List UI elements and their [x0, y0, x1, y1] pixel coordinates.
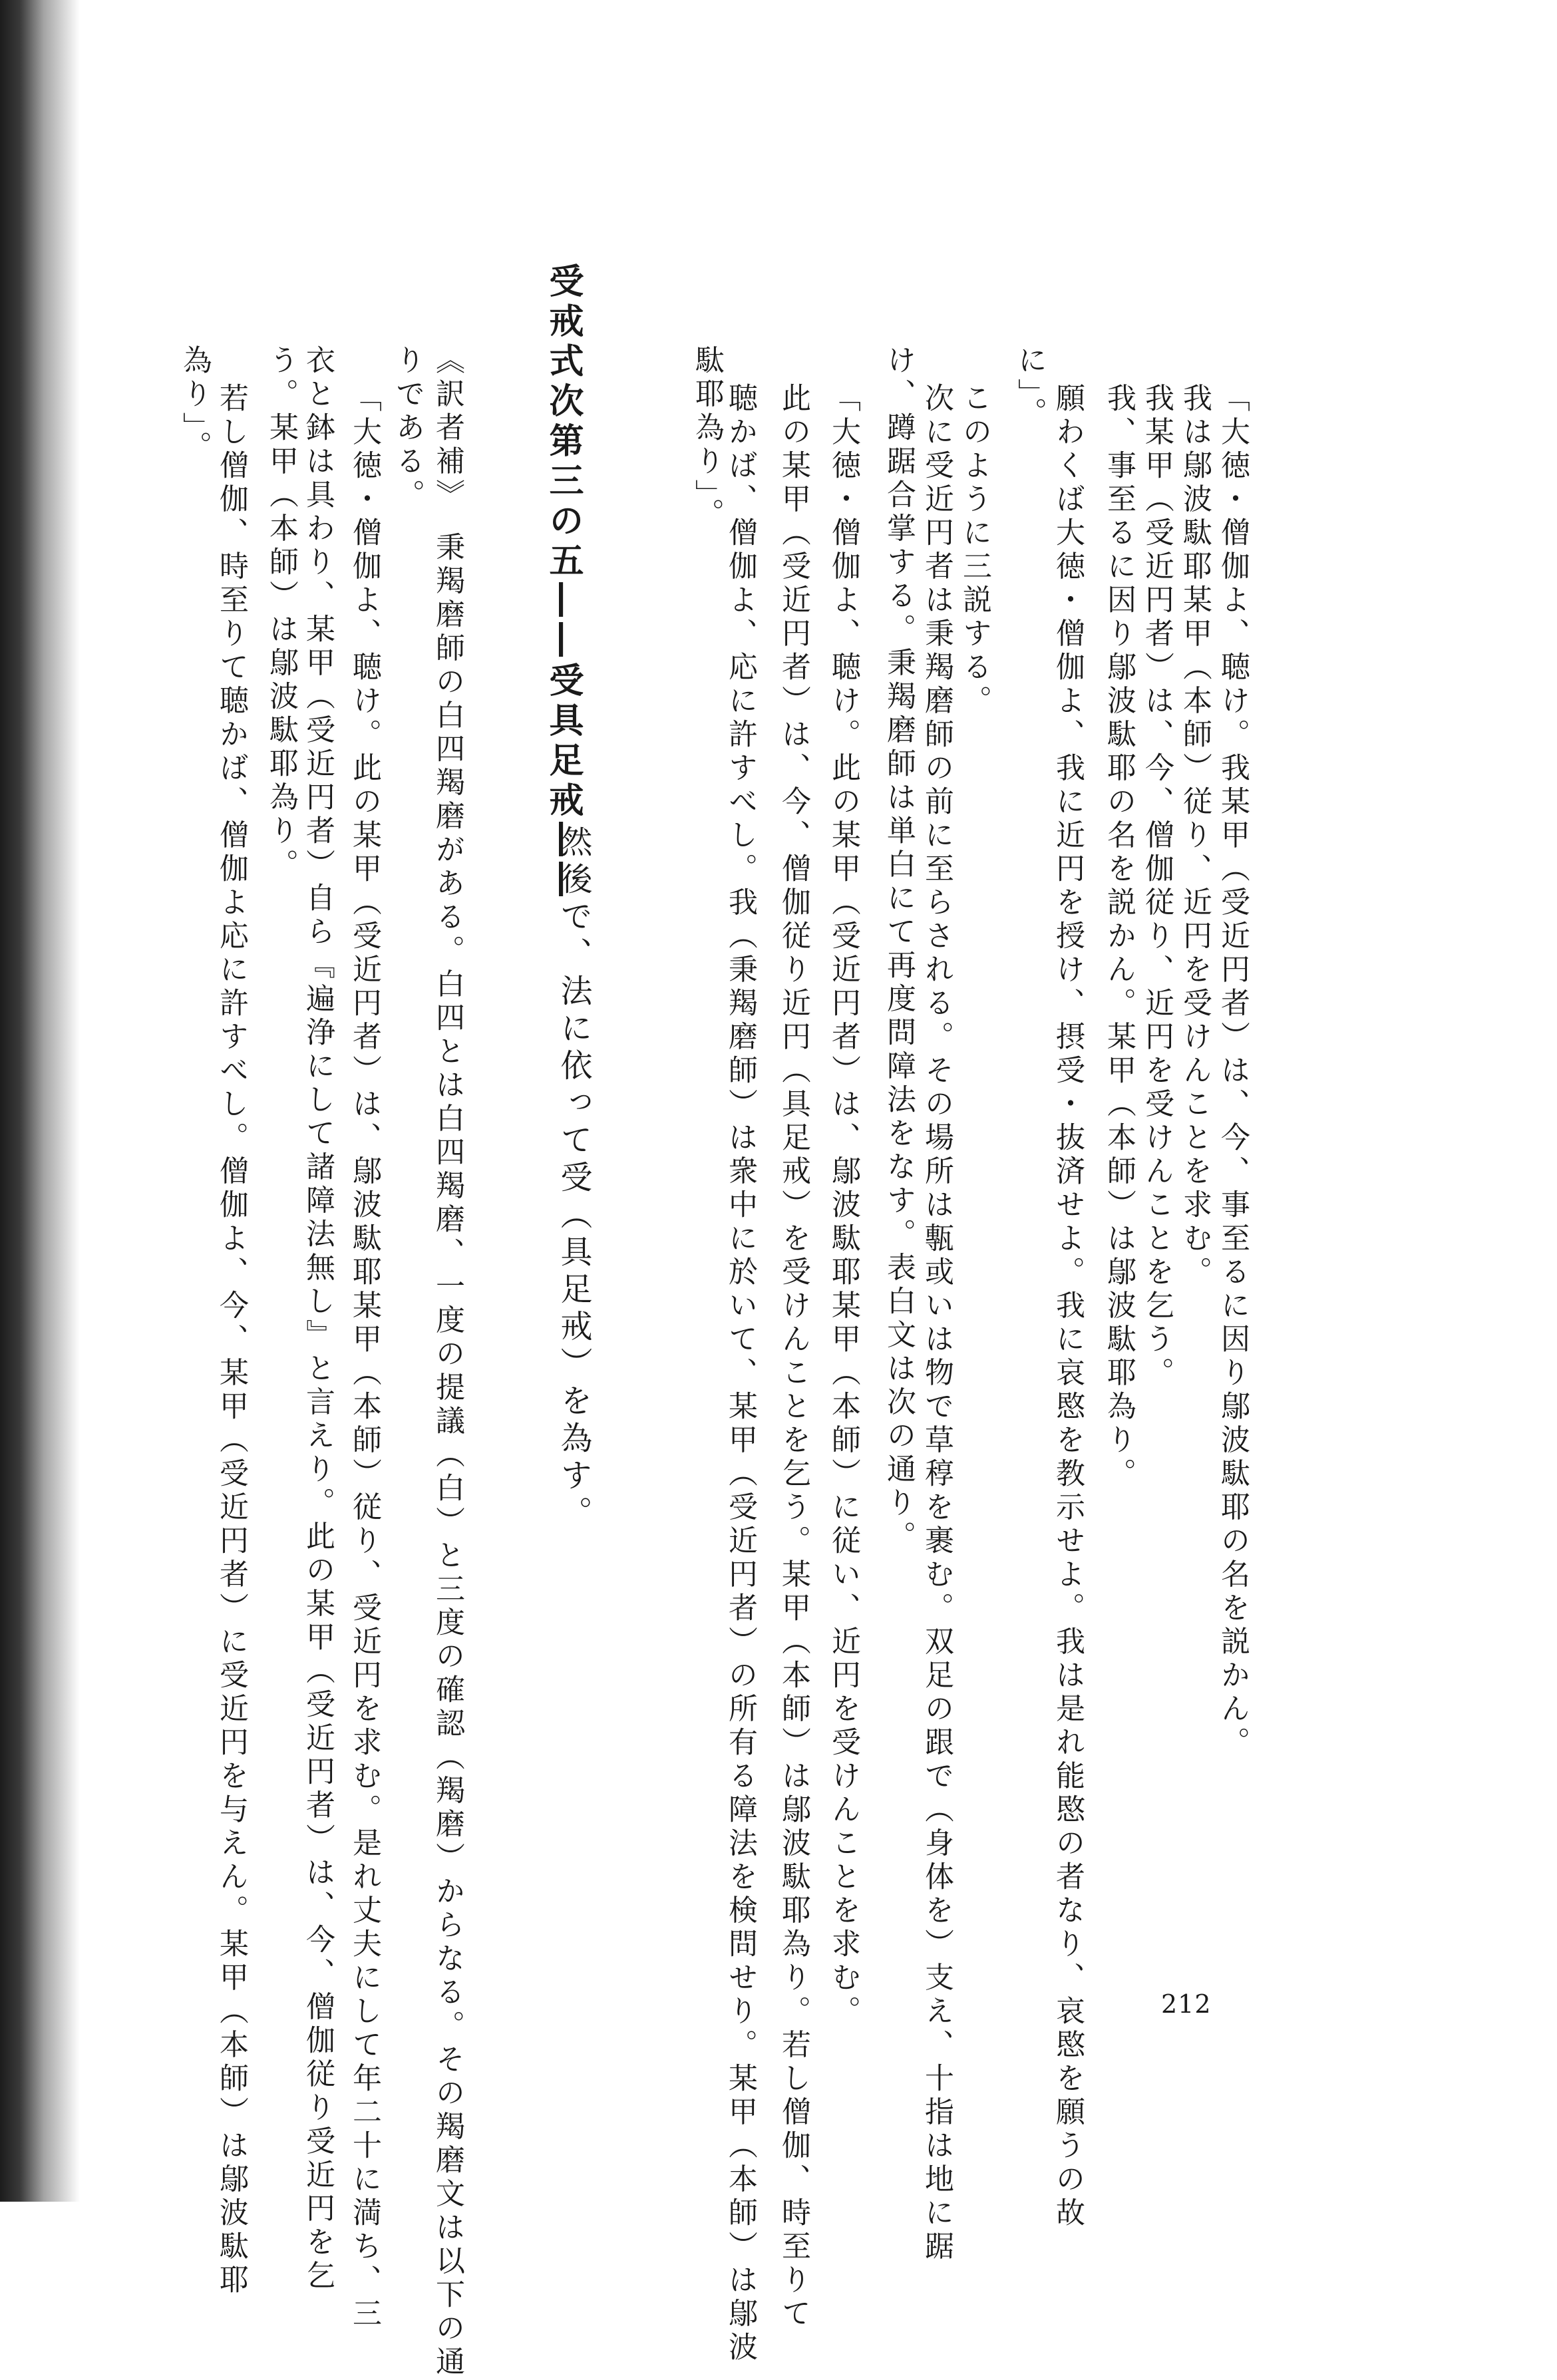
text-column-10: 「大徳・僧伽よ、聴け。此の某甲（受近円者）は、鄔波駄耶某甲（本師）に従い、近円を受けんことを求む。	[826, 383, 860, 2029]
text-column-7: このように三説する。	[957, 383, 991, 719]
section-heading: 受戒式次第三の五――受具足戒――	[543, 263, 584, 902]
text-column-8: 次に受近円者は秉羯磨師の前に至らされる。その場所は甎或いは物で草稕を裹む。双足の跟で（身体を）支え、十指は地に踞	[920, 383, 953, 2264]
text-column-12: 聴かば、僧伽よ、応に許すべし。我（秉羯磨師）は衆中に於いて、某甲（受近円者）の所有る障法を検問せり。某甲（本師）は鄔波	[723, 383, 757, 2365]
text-column-6: に」。	[1013, 345, 1047, 431]
section-subtitle: 然後で、法に依って受（具足戒）を為す。	[555, 825, 592, 1533]
text-column-5: 願わくば大徳・僧伽よ、我に近円を授け、摂受・抜済せよ。我に哀愍を教示せよ。我は是れ能愍の者なり、哀愍を願うの故	[1051, 383, 1085, 2231]
scan-shadow	[0, 0, 80, 2202]
translator-note-column-2: りである。	[391, 345, 425, 513]
text-column-11: 此の某甲（受近円者）は、今、僧伽従り近円（具足戒）を受けんことを乞う。某甲（本師）は鄔波駄耶為り。若し僧伽、時至りて	[777, 383, 810, 2331]
page-number: 212	[1161, 1989, 1212, 2019]
translator-note-column-6: 若し僧伽、時至りて聴かば、僧伽よ応に許すべし。僧伽よ、今、某甲（受近円者）に受近円を与えん。某甲（本師）は鄔波駄耶	[214, 383, 248, 2298]
text-column-2: 我は鄔波駄耶某甲（本師）従り、近円を受けんことを求む。	[1178, 383, 1212, 1290]
text-column-4: 我、事至るに因り鄔波駄耶の名を説かん。某甲（本師）は鄔波駄耶為り。	[1102, 383, 1136, 1492]
translator-note-column-1: 《訳者補》 秉羯磨師の白四羯磨がある。白四とは白四羯磨、一度の提議（白）と三度の確認（羯磨）からなる。その羯磨文は以下の通	[431, 345, 464, 2380]
translator-note-column-7: 為り」。	[178, 345, 212, 464]
text-column-9: け、蹲踞合掌する。秉羯磨師は単白にて再度問障法をなす。表白文は次の通り。	[882, 345, 916, 1554]
translator-note-column-3: 「大徳・僧伽よ、聴け。此の某甲（受近円者）は、鄔波駄耶某甲（本師）従り、受近円を求む。是れ丈夫にして年二十に満ち、三	[347, 383, 381, 2331]
text-column-1: 「大徳・僧伽よ、聴け。我某甲（受近円者）は、今、事至るに因り鄔波駄耶の名を説かん。	[1216, 383, 1250, 1761]
translator-note-column-5: う。某甲（本師）は鄔波駄耶為り。	[264, 345, 298, 882]
translator-note-column-4: 衣と鉢は具わり、某甲（受近円者）自ら『遍浄にして諸障法無し』と言えり。此の某甲（受近円者）は、今、僧伽従り受近円を乞	[301, 345, 335, 2294]
text-column-13: 駄耶為り」。	[690, 345, 724, 532]
text-column-3: 我某甲（受近円者）は、今、僧伽従り、近円を受けんことを乞う。	[1140, 383, 1174, 1391]
